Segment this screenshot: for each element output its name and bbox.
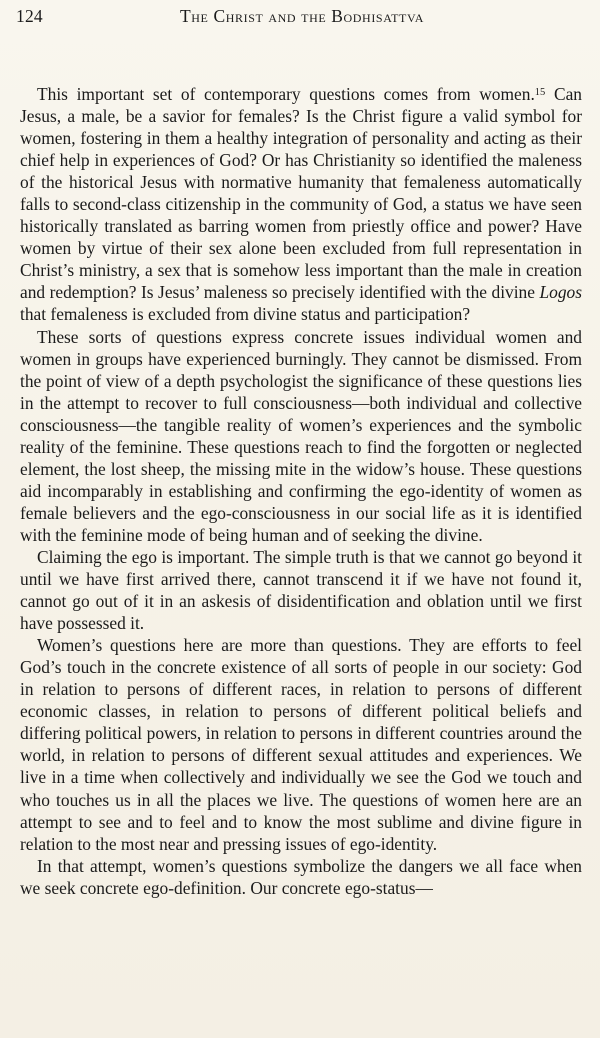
page-number: 124 bbox=[16, 6, 43, 26]
paragraph-text: In that attempt, women’s questions symbolize the dangers we all face when we seek concrete ego-definition. Our concrete ego-status— bbox=[20, 855, 582, 898]
paragraph-text: that femaleness is excluded from divine status and participation? bbox=[20, 304, 471, 325]
paragraph-text: Can Jesus, a male, be a savior for females? Is the Christ figure a valid symbol for women, fostering in them a healthy integration of personality and acting as their chief help in experiences of God? Or has Christianity so identified the maleness of the historical Jesus with normative humanity that femaleness automatically falls to second-class citizenship in the community of God, a status we have seen historically translated as barring women from priestly office and power? Have women by virtue of their sex alone been excluded from full representation in Christ’s ministry, a sex that is somehow less important than the male in creation and redemption? Is Jesus’ maleness so precisely identified with the divine bbox=[20, 84, 582, 303]
footnote-reference: 15 bbox=[534, 87, 546, 98]
paragraph bbox=[20, 326, 582, 546]
italic-term: Logos bbox=[539, 282, 582, 303]
paragraph-text: This important set of contemporary questions comes from women. bbox=[37, 84, 535, 104]
running-head bbox=[16, 6, 584, 32]
paragraph-text: Women’s questions here are more than questions. They are efforts to feel God’s touch in the concrete existence of all sorts of people in our society: God in relation to persons of different races, in relation to persons of different economic classes, in relation to persons of different political beliefs and differing political powers, in relation to persons in different countries around the world, in relation to persons of different sexual attitudes and experiences. We live in a time when collectively and individually we see the God we touch and who touches us in all the places we live. The questions of women here are an attempt to see and to feel and to know the most sublime and divine figure in relation to the most near and pressing issues of ego-identity. bbox=[20, 635, 582, 854]
paragraph-text: Claiming the ego is important. The simple truth is that we cannot go beyond it until we have first arrived there, cannot transcend it if we have not found it, cannot go out of it in an askesis of disidentification and oblation until we first have possessed it. bbox=[20, 546, 582, 634]
paragraph bbox=[20, 546, 582, 634]
body-text bbox=[20, 83, 582, 899]
paragraph bbox=[20, 855, 582, 899]
paragraph-text: These sorts of questions express concrete issues individual women and women in groups have experienced burningly. They cannot be dismissed. From the point of view of a depth psychologist the significance of these questions lies in the attempt to recover to full consciousness—both individual and collective consciousness—the tangible reality of women’s experiences and the symbolic reality of the feminine. These questions reach to find the forgotten or neglected element, the lost sheep, the missing mite in the widow’s house. These questions aid incomparably in establishing and confirming the ego-identity of women as female believers and the ego-consciousness in our social life as it is identified with the feminine mode of being human and of seeking the divine. bbox=[20, 326, 582, 545]
paragraph bbox=[20, 634, 582, 854]
paragraph bbox=[20, 83, 582, 326]
running-title: The Christ and the Bodhisattva bbox=[180, 6, 424, 26]
